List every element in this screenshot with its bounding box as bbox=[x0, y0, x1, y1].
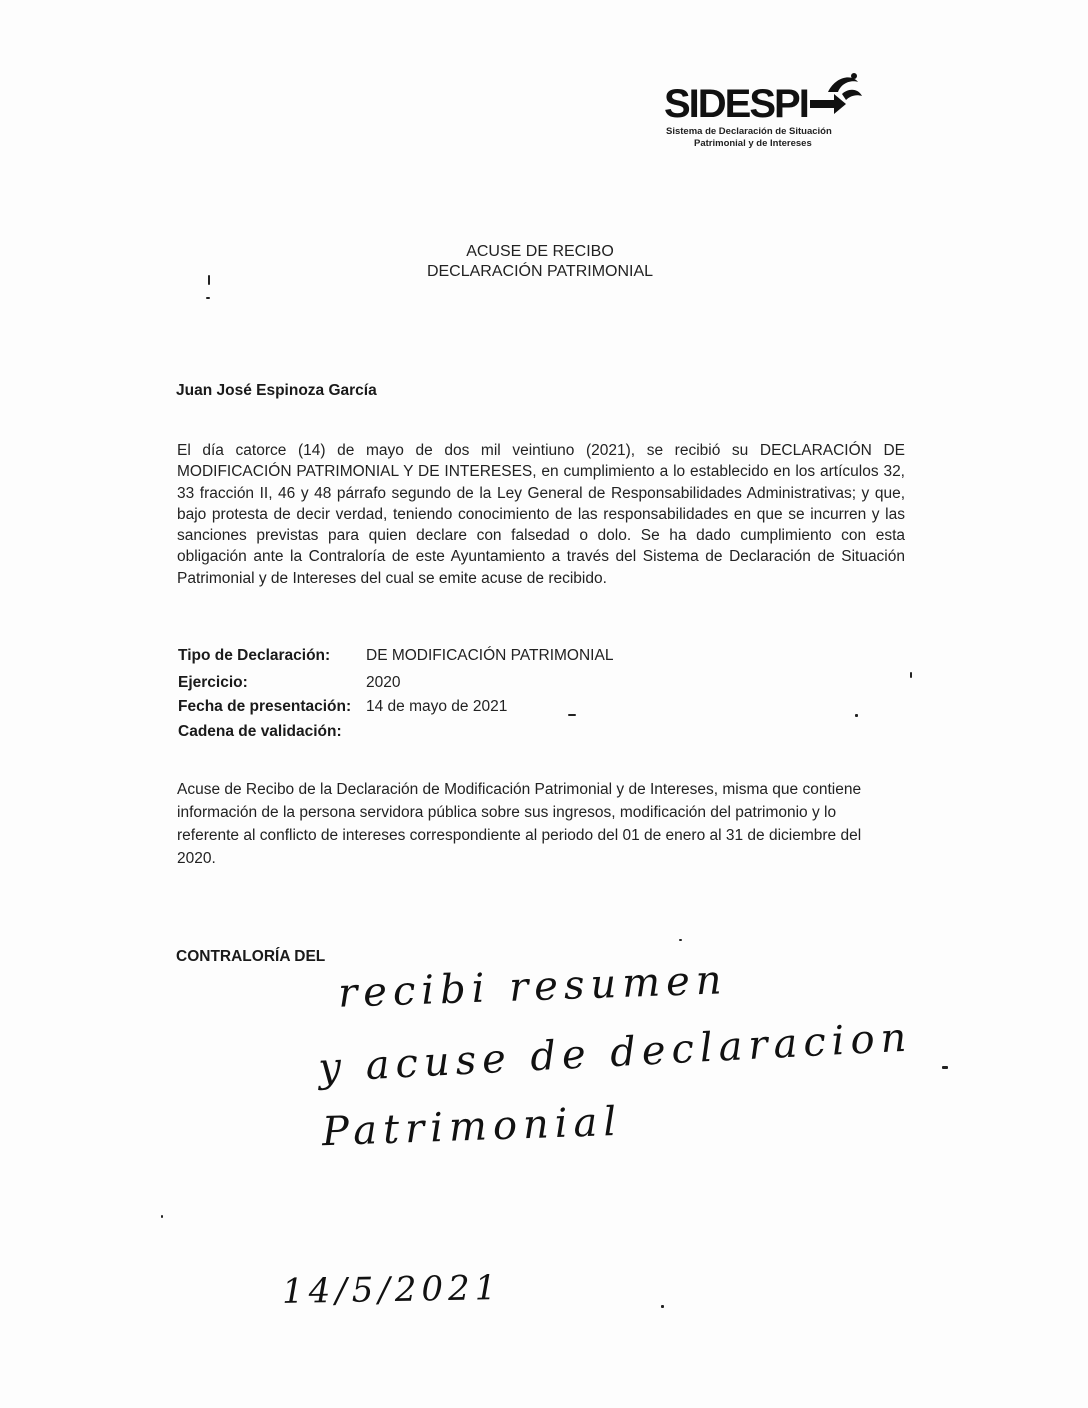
handwritten-note-line1: recibi resumen bbox=[337, 957, 729, 1017]
field-value: 14 de mayo de 2021 bbox=[366, 698, 508, 715]
scan-speck bbox=[206, 297, 210, 299]
handwritten-date: 14/5/2021 bbox=[281, 1268, 502, 1312]
summary-paragraph bbox=[177, 778, 907, 870]
arrow-swoosh-icon bbox=[808, 70, 864, 122]
field-label: Tipo de Declaración: bbox=[178, 647, 331, 664]
handwritten-note-line3: Patrimonial bbox=[321, 1098, 623, 1156]
field-label: Ejercicio: bbox=[178, 674, 248, 691]
issuing-office: CONTRALORÍA DEL bbox=[176, 948, 326, 965]
scan-speck bbox=[661, 1305, 664, 1308]
summary-line: Acuse de Recibo de la Declaración de Modificación Patrimonial y de Intereses, misma que contiene bbox=[177, 781, 862, 798]
summary-line: referente al conflicto de intereses correspondiente al periodo del 01 de enero al 31 de diciembre del bbox=[177, 827, 862, 844]
scan-speck bbox=[161, 1215, 163, 1218]
sidespi-logo bbox=[664, 68, 874, 152]
field-value: 2020 bbox=[366, 674, 401, 691]
logo-wordmark: SIDESPI bbox=[664, 82, 808, 126]
summary-line: información de la persona servidora pública sobre sus ingresos, modificación del patrimonio y lo bbox=[177, 804, 837, 821]
document-title: ACUSE DE RECIBO bbox=[466, 243, 614, 260]
field-label: Fecha de presentación: bbox=[178, 698, 352, 715]
handwritten-note-line2: y acuse de declaracion bbox=[317, 1014, 914, 1092]
field-label: Cadena de validación: bbox=[178, 723, 342, 740]
scan-speck bbox=[679, 939, 682, 941]
summary-line: 2020. bbox=[177, 850, 216, 867]
scan-speck bbox=[855, 714, 858, 717]
field-value: DE MODIFICACIÓN PATRIMONIAL bbox=[366, 647, 614, 664]
document-subtitle: DECLARACIÓN PATRIMONIAL bbox=[426, 263, 654, 280]
scan-speck bbox=[910, 672, 912, 678]
recipient-name: Juan José Espinoza García bbox=[176, 382, 377, 399]
scan-speck bbox=[942, 1066, 948, 1069]
scan-speck bbox=[568, 714, 576, 716]
scan-speck bbox=[208, 275, 210, 285]
acknowledgement-paragraph: El día catorce (14) de mayo de dos mil veintiuno (2021), se recibió su DECLARACIÓN DE MODIFICACIÓN PATRIMONIAL Y DE INTERESES, en cumplimiento a lo establecido en los artículos 32, 33 fracción II, 46 y 48 párrafo segundo de la Ley General de Responsabilidades Administrativas; y que, bajo protesta de decir verdad, teniendo conocimiento de las responsabilidades en que se incurren y las sanciones previstas para quien declare con falsedad o dolo. Se ha dado cumplimiento con esta obligación ante la Contraloría de este Ayuntamiento a través del Sistema de Declaración de Situación Patrimonial y de Intereses del cual se emite acuse de recibido. bbox=[177, 442, 905, 587]
logo-subtitle-line2: Patrimonial y de Intereses bbox=[694, 138, 812, 149]
logo-subtitle-line1: Sistema de Declaración de Situación bbox=[666, 126, 832, 137]
